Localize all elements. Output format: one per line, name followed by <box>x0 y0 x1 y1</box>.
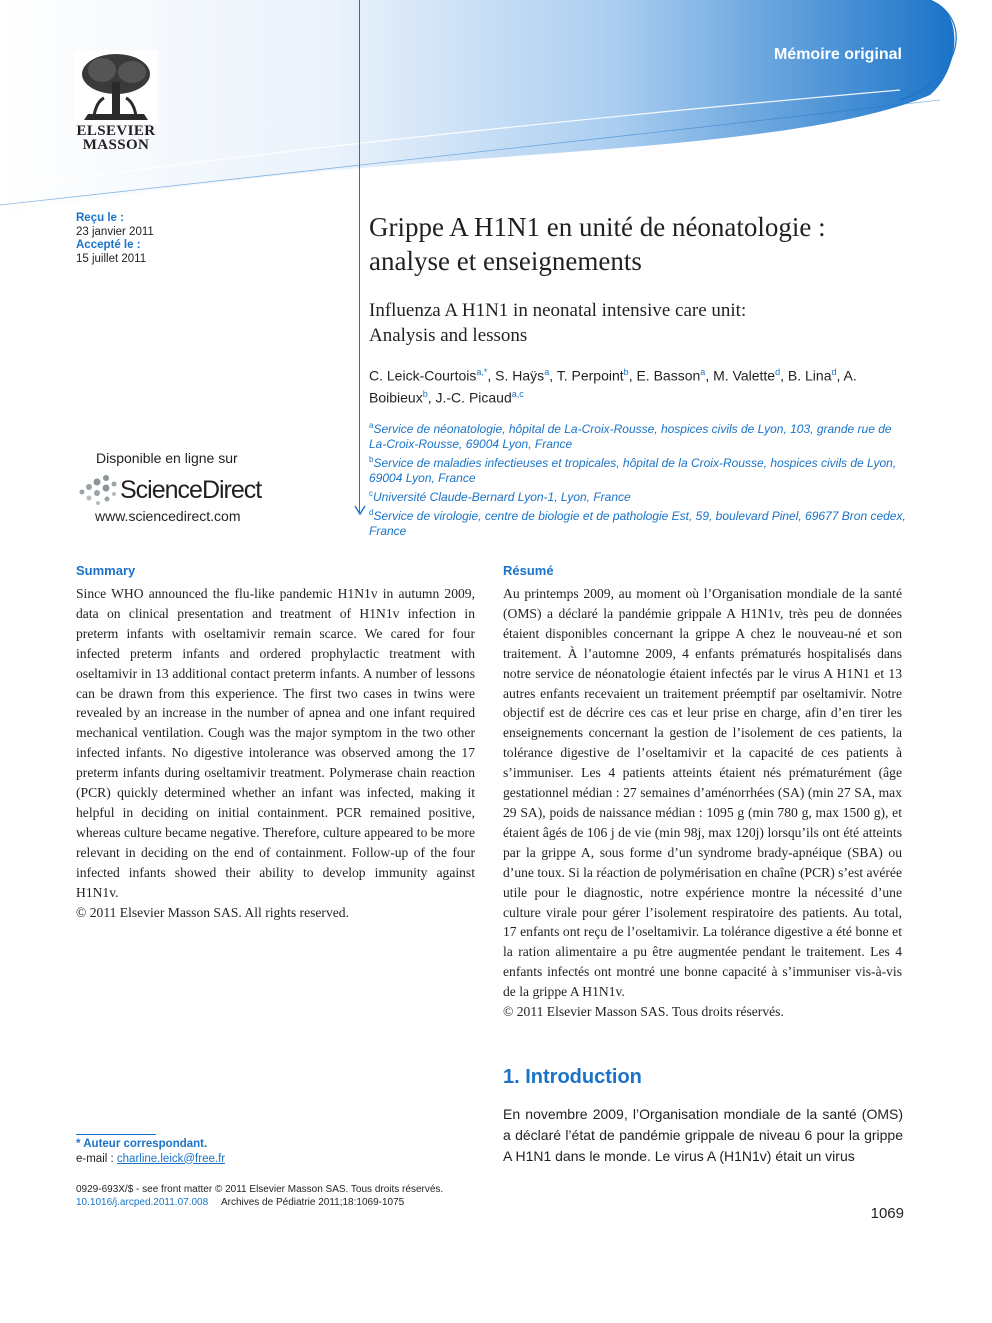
author-name: M. Valette <box>713 367 776 384</box>
accepted-label: Accepté le : <box>76 239 141 252</box>
affiliation-marker: b <box>369 455 374 464</box>
sciencedirect-url[interactable]: www.sciencedirect.com <box>95 508 241 524</box>
summary-copyright: © 2011 Elsevier Masson SAS. All rights reserved. <box>76 904 349 920</box>
introduction-heading <box>503 1066 642 1089</box>
affiliation-text: Service de virologie, centre de biologie et de pathologie Est, 59, boulevard Pinel, 69677 Bron cedex, France <box>369 509 906 538</box>
author-affiliation-marker[interactable]: d <box>775 367 781 377</box>
sciencedirect-name: ScienceDirect <box>120 476 262 504</box>
author-name: S. Haÿs <box>495 367 545 384</box>
article-dates <box>76 212 154 266</box>
affiliation-text: Université Claude-Bernard Lyon-1, Lyon, France <box>373 490 631 504</box>
corresponding-author-footnote <box>76 1137 225 1166</box>
page-number: 1069 <box>870 1205 904 1222</box>
author-name: B. Lina <box>787 367 832 384</box>
elsevier-tree-icon <box>74 50 158 124</box>
affiliation-marker: c <box>369 489 373 498</box>
affiliation-item <box>369 505 909 539</box>
issn-line: 0929-693X/$ - see front matter © 2011 Elsevier Masson SAS. Tous droits réservés. <box>76 1184 444 1195</box>
resume-copyright: © 2011 Elsevier Masson SAS. Tous droits réservés. <box>503 1004 784 1020</box>
doi-link[interactable]: 10.1016/j.arcped.2011.07.008 <box>76 1196 209 1208</box>
publication-footer <box>76 1184 443 1209</box>
affiliation-item <box>369 486 909 505</box>
footnote-rule <box>76 1134 156 1135</box>
doi-journal-line <box>76 1197 443 1210</box>
title-line-2: analyse et enseignements <box>369 246 642 276</box>
arrow-down-icon <box>354 504 366 516</box>
author-list: C. Leick-Courtois$^{a,*}$, S. Haÿs$^a$, T. Perpoint$^b$, E. Basson$^a$, M. Valette$^d$, B. Lina$^d$, A. Boibieux$^b$, J.-C. Picaud$^{a,c}$ <box>369 367 857 406</box>
section-label: Mémoire original <box>773 46 902 63</box>
article-title <box>369 210 929 278</box>
resume-heading: Résumé <box>503 563 554 578</box>
title-line-1: Grippe A H1N1 en unité de néonatologie : <box>369 212 826 242</box>
journal-citation: Archives de Pédiatrie 2011;18:1069-1075 <box>220 1196 405 1208</box>
affiliation-item <box>369 452 909 486</box>
author-name: T. Perpoint <box>556 367 624 384</box>
author-name: C. Leick-Courtois <box>369 367 477 384</box>
author-affiliation-marker[interactable]: a,c <box>511 388 524 399</box>
author-name: A. Boibieux <box>369 367 857 406</box>
introduction-paragraph: En novembre 2009, l’Organisation mondiale de la santé (OMS) a déclaré l’état de pandémie grippale de niveau 6 pour la grippe A H1N1 dans le monde. Le virus A (H1N1v) était un virus <box>503 1106 903 1164</box>
publisher-name-line2: MASSON <box>82 137 150 153</box>
summary-body <box>76 584 475 922</box>
sciencedirect-available: Disponible en ligne sur <box>96 450 238 466</box>
resume-paragraph: Au printemps 2009, au moment où l’Organisation mondiale de la santé (OMS) a déclaré la pandémie grippale A H1N1v, très peu de données étaient disponibles concernant la grippe A chez le nouveau-né et son traitement. À l’automne 2009, 4 enfants prématurés hospitalisés dans notre service de néonatologie étaient infectés par le virus A H1N1 et 13 autres enfants recevaient un traitement préemptif par oseltamivir. Notre objectif est de décrire ces cas et leur prise en charge, afin d’en tirer les enseignements concernant la gestion de l’isolement de ces patients, la tolérance digestive de l’oseltamivir et la capacité de ces patients à s’immuniser. Les 4 patients atteints étaient nés prématurément (âge gestationnel médian : 27 semaines d’aménorrhées (SA) (min 27 SA, max 29 SA), poids de naissance médian : 1095 g (min 780 g, max 1500 g), et étaient âgés de 106 j de vie (min 98j, max 120j) lorsqu’ils ont été atteints par la grippe A, sous forme d’un syndrome brady-apnéique (SBA) ou d’une toux. Si la réaction de polymérisation en chaîne (PCR) s’est avérée utile pour le diagnostic, notre expérience montre la nécessité d’une culture virale pour gérer l’isolement respiratoire des patients. Au total, 17 enfants ont reçu de l’oseltamivir. La tolérance digestive a été bonne et la ration alimentaire a pu être augmentée pendant le traitement. Les 4 enfants infectés ont montré une bonne capacité à s’immuniser vis-à-vis de la grippe A H1N1v. <box>503 586 902 1000</box>
email-line <box>76 1152 225 1167</box>
title-en-line-1: Influenza A H1N1 in neonatal intensive care unit: <box>369 300 747 321</box>
corresponding-label: * Auteur correspondant. <box>76 1138 208 1150</box>
title-en-line-2: Analysis and lessons <box>369 325 528 346</box>
author-affiliation-marker[interactable]: a <box>544 367 550 377</box>
accepted-date: 15 juillet 2011 <box>76 252 147 265</box>
sciencedirect-dots-icon <box>76 470 120 508</box>
publisher-name-line1: ELSEVIER <box>76 123 156 139</box>
publisher-logo <box>74 50 158 152</box>
author-affiliation-marker[interactable]: d <box>831 367 837 377</box>
author-affiliation-marker[interactable]: b <box>422 388 428 399</box>
affiliation-list <box>369 418 909 539</box>
author-affiliation-marker[interactable]: a,* <box>476 367 488 377</box>
author-name: E. Basson <box>636 367 701 384</box>
summary-heading: Summary <box>76 563 136 578</box>
affiliation-marker: d <box>369 508 374 517</box>
author-affiliation-marker[interactable]: b <box>623 367 629 377</box>
summary-paragraph: Since WHO announced the flu-like pandemic H1N1v in autumn 2009, data on clinical presentation and treatment of H1N1v infection in preterm infants with oseltamivir remain scarce. We cared for four infected preterm infants and ordered prophylactic treatment with oseltamivir in 13 additional contact preterm infants. A number of lessons can be drawn from this experience. The first two cases in twins were revealed by an increase in the number of apnea and one infant required mechanical ventilation. Cough was the major symptom in the two other infected infants. No digestive intolerance was observed among the 17 preterm infants during oseltamivir treatment. Polymerase chain reaction (PCR) quickly determined whether an infant was infected, making it helpful in deciding on initial containment. PCR remained positive, whereas culture became negative. Therefore, culture appeared to be more relevant in deciding on the end of containment. Follow-up of the four infected infants showed their ability to develop immunity against H1N1v. <box>76 586 475 900</box>
affiliation-text: Service de maladies infectieuses et tropicales, hôpital de la Croix-Rousse, hospices civils de Lyon, 69004 Lyon, France <box>369 456 897 485</box>
email-label: e-mail : <box>76 1152 117 1165</box>
introduction-title: Introduction <box>525 1066 642 1088</box>
affiliation-marker: a <box>369 421 374 430</box>
affiliation-text: Service de néonatologie, hôpital de La-Croix-Rousse, hospices civils de Lyon, 103, grande rue de La-Croix-Rousse, 69004 Lyon, France <box>369 422 892 451</box>
author-name: J.-C. Picaud <box>435 389 512 406</box>
article-title-english <box>369 298 929 348</box>
author-affiliation-marker[interactable]: a <box>700 367 706 377</box>
introduction-number: 1. <box>503 1066 520 1088</box>
received-date: 23 janvier 2011 <box>76 225 154 238</box>
received-label: Reçu le : <box>76 212 124 224</box>
affiliation-item <box>369 418 909 452</box>
resume-body <box>503 584 902 1022</box>
vertical-divider <box>359 0 360 512</box>
email-link[interactable]: charline.leick@free.fr <box>116 1152 226 1165</box>
